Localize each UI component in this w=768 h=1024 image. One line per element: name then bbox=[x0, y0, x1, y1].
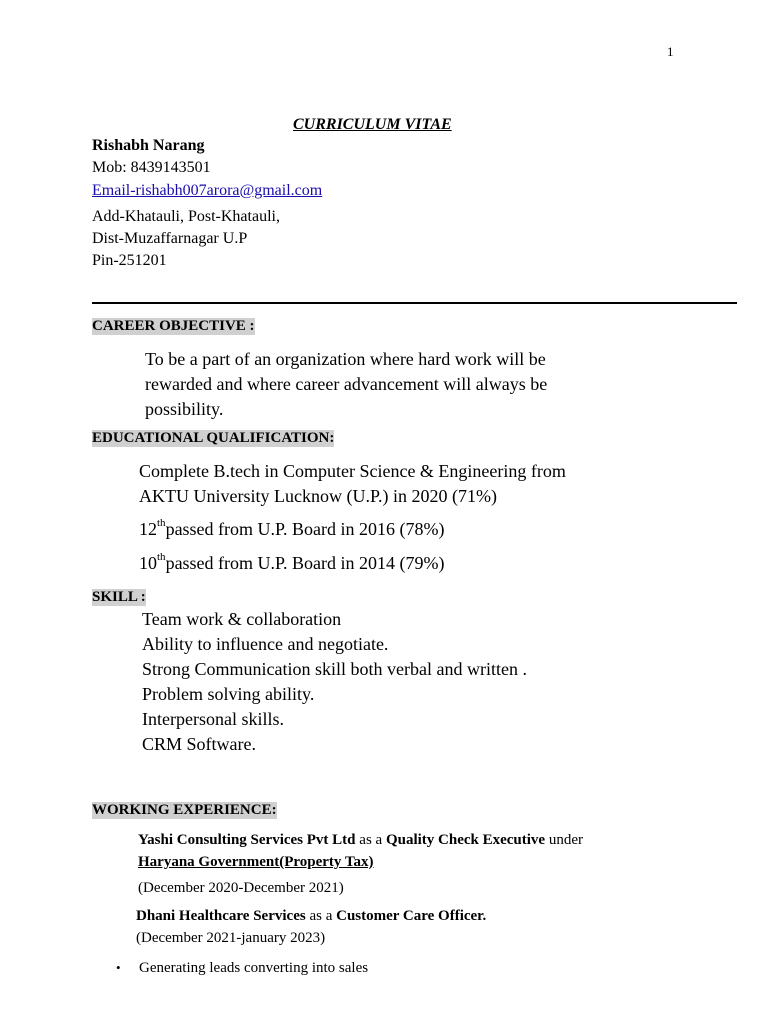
job1-under-text: under bbox=[545, 832, 583, 848]
btech-line-2: AKTU University Lucknow (U.P.) in 2020 (71%) bbox=[139, 486, 497, 506]
objective-line: To be a part of an organization where hard work will be bbox=[145, 349, 546, 369]
job1-company: Yashi Consulting Services Pvt Ltd bbox=[138, 832, 356, 848]
job2-as-text: as a bbox=[305, 908, 337, 924]
job1-line bbox=[138, 832, 583, 849]
bullet-icon: • bbox=[116, 960, 121, 975]
address-line-1: Add-Khatauli, Post-Khatauli, bbox=[92, 208, 280, 225]
address-line-2: Dist-Muzaffarnagar U.P bbox=[92, 230, 248, 247]
objective-line: rewarded and where career advancement will always be bbox=[145, 374, 548, 394]
tenth-line bbox=[139, 553, 445, 574]
skill-item: Strong Communication skill both verbal and written . bbox=[142, 659, 527, 679]
experience-heading: WORKING EXPERIENCE: bbox=[92, 802, 277, 818]
job1-role: Quality Check Executive bbox=[385, 832, 546, 848]
skill-item: Problem solving ability. bbox=[142, 684, 315, 704]
bullet-item bbox=[116, 960, 368, 977]
skill-item: CRM Software. bbox=[142, 734, 256, 754]
job1-client: Haryana Government(Property Tax) bbox=[138, 854, 374, 870]
bullet-text: Generating leads converting into sales bbox=[139, 960, 369, 976]
tenth-rest: passed from U.P. Board in 2014 (79%) bbox=[165, 553, 445, 573]
education-heading: EDUCATIONAL QUALIFICATION: bbox=[92, 430, 335, 446]
skill-item: Team work & collaboration bbox=[142, 609, 342, 629]
objective-line: possibility. bbox=[145, 399, 224, 419]
candidate-name: Rishabh Narang bbox=[92, 137, 205, 154]
twelfth-rest: passed from U.P. Board in 2016 (78%) bbox=[165, 519, 445, 539]
job2-period: (December 2021-january 2023) bbox=[136, 930, 326, 946]
job2-role: Customer Care Officer. bbox=[336, 908, 487, 924]
tenth-sup: th bbox=[157, 551, 166, 563]
email-link[interactable]: Email-rishabh007arora@gmail.com bbox=[92, 182, 323, 199]
job1-period: (December 2020-December 2021) bbox=[138, 880, 344, 896]
page-number: 1 bbox=[667, 44, 674, 59]
twelfth-prefix: 12 bbox=[139, 519, 157, 539]
job2-line bbox=[136, 908, 486, 925]
twelfth-line bbox=[139, 519, 445, 540]
page-title: CURRICULUM VITAE bbox=[293, 116, 452, 133]
twelfth-sup: th bbox=[157, 517, 166, 529]
career-objective-heading: CAREER OBJECTIVE : bbox=[92, 318, 255, 334]
horizontal-rule bbox=[92, 302, 737, 304]
tenth-prefix: 10 bbox=[139, 553, 157, 573]
mobile-number: Mob: 8439143501 bbox=[92, 159, 211, 176]
skill-heading: SKILL : bbox=[92, 589, 146, 605]
skill-item: Ability to influence and negotiate. bbox=[142, 634, 389, 654]
pin-code: Pin-251201 bbox=[92, 252, 167, 269]
job2-company: Dhani Healthcare Services bbox=[136, 908, 306, 924]
skill-item: Interpersonal skills. bbox=[142, 709, 284, 729]
btech-line-1: Complete B.tech in Computer Science & Engineering from bbox=[139, 461, 566, 481]
job1-as-text: as a bbox=[355, 832, 386, 848]
